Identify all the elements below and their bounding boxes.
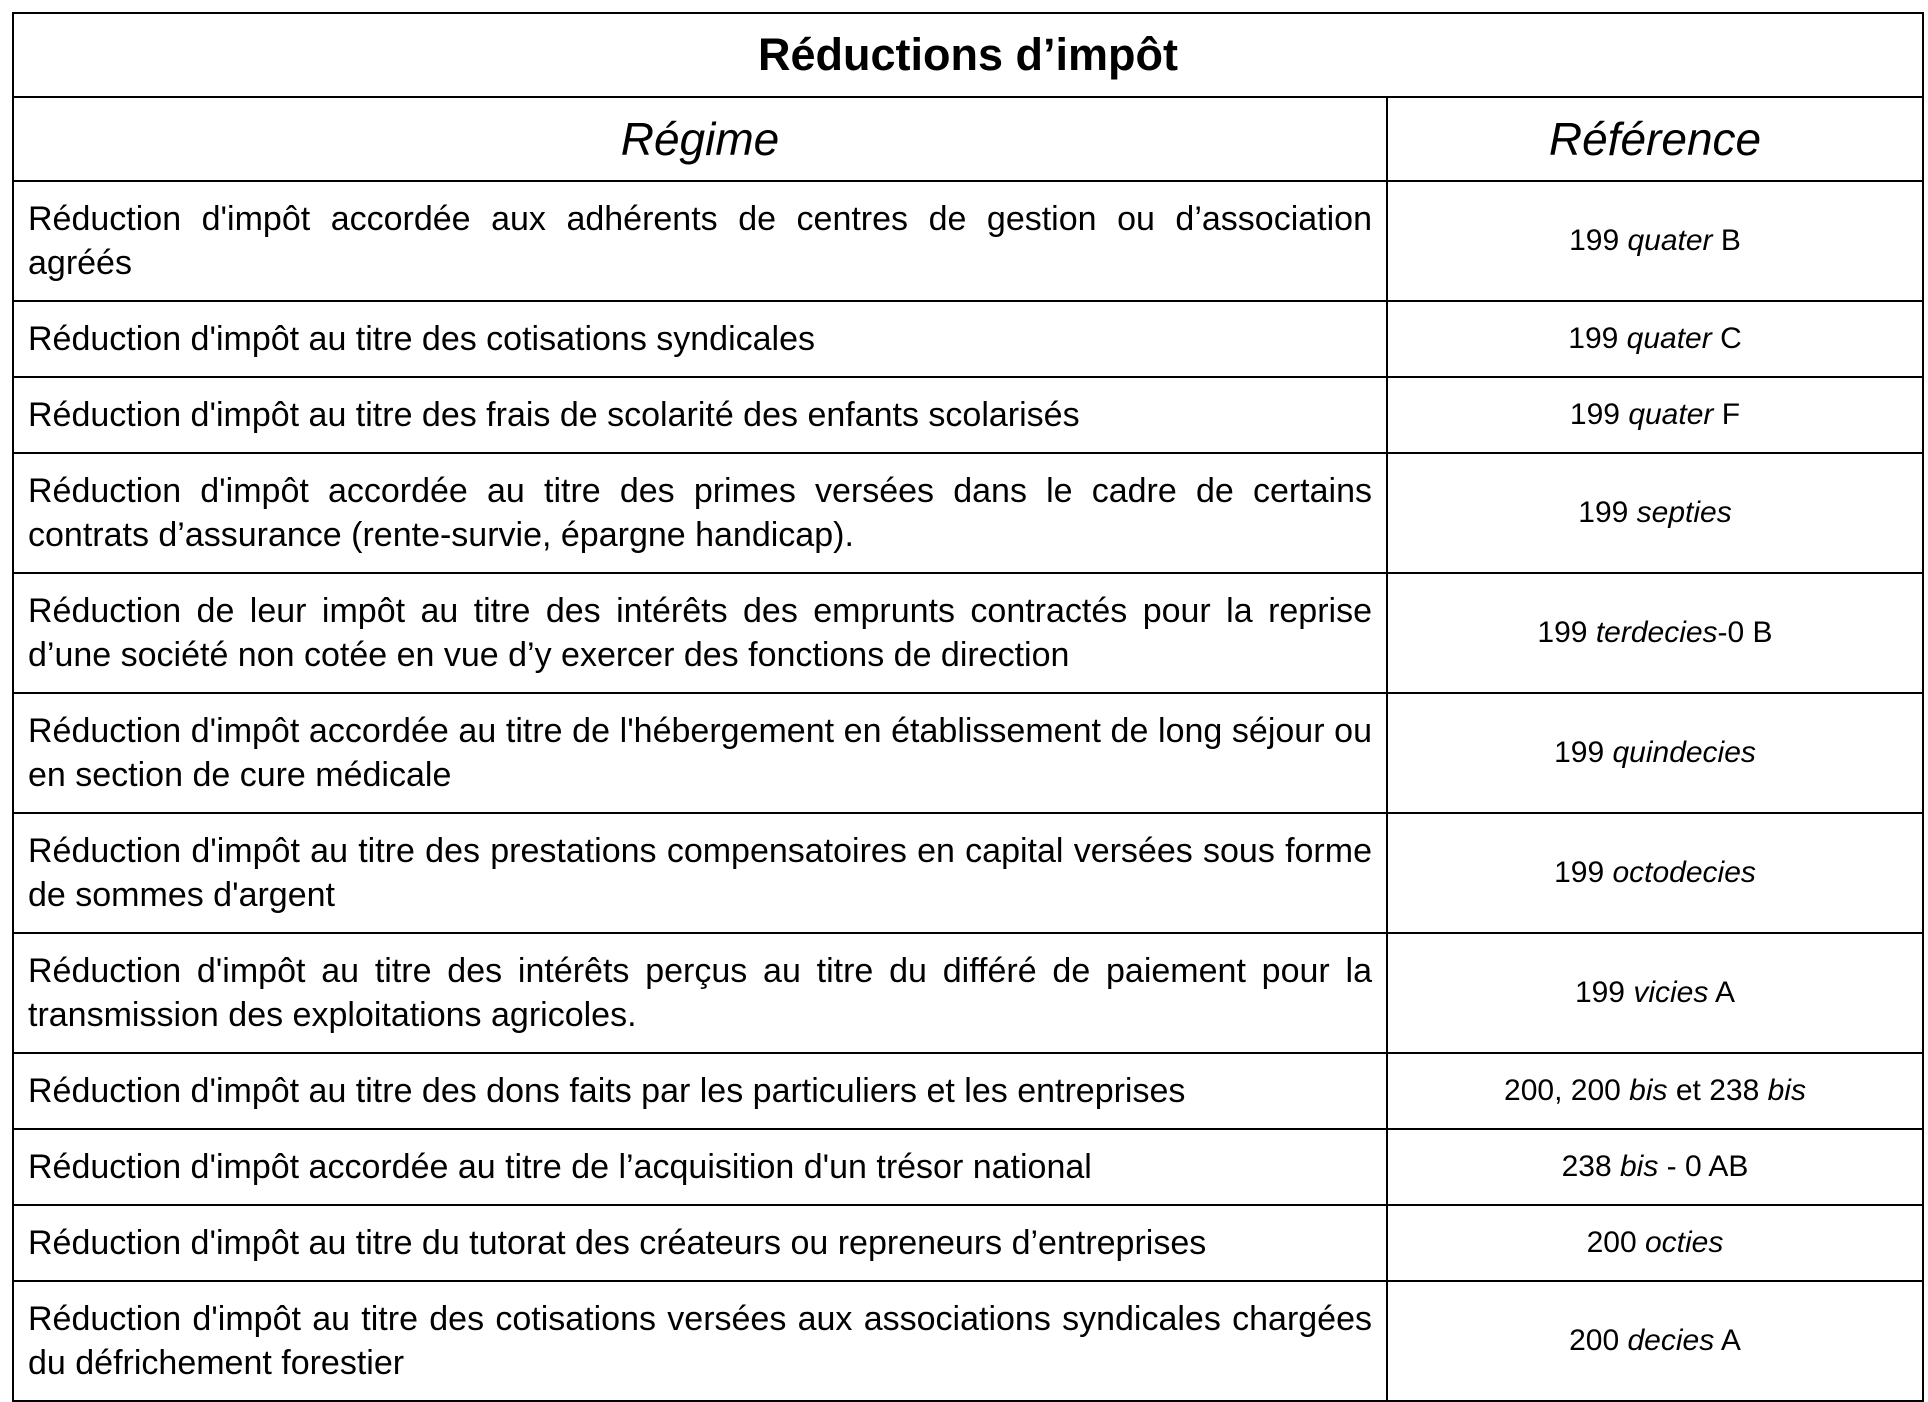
reference-part: - 0 AB (1658, 1150, 1749, 1183)
reference-cell (1387, 1281, 1923, 1401)
reference-italic-part: quater (1628, 398, 1714, 431)
regime-cell: Réduction d'impôt au titre du tutorat des créateurs ou repreneurs d’entreprises (13, 1205, 1387, 1281)
regime-cell: Réduction d'impôt au titre des cotisations syndicales (13, 301, 1387, 377)
regime-cell: Réduction d'impôt accordée aux adhérents de centres de gestion ou d’association agréés (13, 181, 1387, 301)
table-row (13, 933, 1923, 1053)
reference-italic-part: vicies (1633, 976, 1709, 1009)
reference-part: 200 (1586, 1226, 1645, 1259)
table-row (13, 1129, 1923, 1205)
reference-part: 199 (1554, 736, 1613, 769)
reference-part: 199 (1578, 496, 1637, 529)
reference-cell (1387, 1053, 1923, 1129)
reference-cell (1387, 377, 1923, 453)
regime-cell: Réduction d'impôt accordée au titre des primes versées dans le cadre de certains contrats d’assurance (rente-survie, épargne handicap). (13, 453, 1387, 573)
table-row (13, 573, 1923, 693)
reference-part: 200, 200 (1504, 1074, 1630, 1107)
table-row (13, 301, 1923, 377)
reference-italic-part: octodecies (1612, 856, 1756, 889)
header-row (13, 97, 1923, 181)
reference-cell (1387, 933, 1923, 1053)
reference-part: A (1714, 1324, 1741, 1357)
reference-italic-part: quater (1626, 322, 1712, 355)
reference-italic-part: bis (1767, 1074, 1806, 1107)
table-row (13, 1205, 1923, 1281)
tax-reductions-table (12, 12, 1924, 1402)
regime-cell: Réduction d'impôt au titre des frais de scolarité des enfants scolarisés (13, 377, 1387, 453)
reference-italic-part: bis (1619, 1150, 1659, 1183)
reference-part: C (1711, 322, 1742, 355)
table-row (13, 453, 1923, 573)
reference-cell (1387, 573, 1923, 693)
regime-cell: Réduction d'impôt au titre des dons faits par les particuliers et les entreprises (13, 1053, 1387, 1129)
reference-part: et 238 (1667, 1074, 1768, 1107)
reference-cell (1387, 453, 1923, 573)
table-row (13, 693, 1923, 813)
reference-italic-part: terdecies (1595, 616, 1718, 649)
reference-part: F (1713, 398, 1741, 431)
reference-part: 199 (1537, 616, 1596, 649)
table-row (13, 1053, 1923, 1129)
regime-cell: Réduction de leur impôt au titre des intérêts des emprunts contractés pour la reprise d’une société non cotée en vue d’y exercer des fonctions de direction (13, 573, 1387, 693)
table-row (13, 1281, 1923, 1401)
table-row (13, 813, 1923, 933)
reference-cell (1387, 813, 1923, 933)
reference-italic-part: decies (1627, 1324, 1715, 1357)
reference-part: B (1712, 224, 1741, 257)
regime-cell: Réduction d'impôt accordée au titre de l'hébergement en établissement de long séjour ou en section de cure médicale (13, 693, 1387, 813)
reference-part: 200 (1569, 1324, 1628, 1357)
reference-part: 199 (1574, 976, 1634, 1009)
reference-cell (1387, 1205, 1923, 1281)
table-row (13, 377, 1923, 453)
table-body (13, 181, 1923, 1401)
regime-column-header: Régime (13, 97, 1387, 181)
reference-italic-part: septies (1636, 496, 1732, 529)
reference-part: 199 (1554, 856, 1613, 889)
tax-reductions-sheet (12, 12, 1922, 1402)
reference-italic-part: quindecies (1612, 736, 1756, 769)
reference-cell (1387, 301, 1923, 377)
regime-cell: Réduction d'impôt au titre des intérêts perçus au titre du différé de paiement pour la transmission des exploitations agricoles. (13, 933, 1387, 1053)
reference-cell (1387, 693, 1923, 813)
table-row (13, 181, 1923, 301)
regime-cell: Réduction d'impôt au titre des prestations compensatoires en capital versées sous forme de sommes d'argent (13, 813, 1387, 933)
regime-cell: Réduction d'impôt au titre des cotisations versées aux associations syndicales chargées du défrichement forestier (13, 1281, 1387, 1401)
reference-part: 199 (1568, 322, 1627, 355)
reference-cell (1387, 1129, 1923, 1205)
reference-column-header: Référence (1387, 97, 1923, 181)
reference-part: 238 (1561, 1150, 1620, 1183)
reference-part: A (1708, 976, 1736, 1009)
reference-part: -0 B (1717, 616, 1773, 649)
reference-italic-part: bis (1629, 1074, 1668, 1107)
reference-cell (1387, 181, 1923, 301)
reference-italic-part: quater (1627, 224, 1713, 257)
regime-cell: Réduction d'impôt accordée au titre de l’acquisition d'un trésor national (13, 1129, 1387, 1205)
reference-part: 199 (1569, 398, 1629, 431)
title-row (13, 13, 1923, 97)
reference-part: 199 (1569, 224, 1628, 257)
reference-italic-part: octies (1645, 1226, 1724, 1259)
table-title: Réductions d’impôt (13, 13, 1923, 97)
